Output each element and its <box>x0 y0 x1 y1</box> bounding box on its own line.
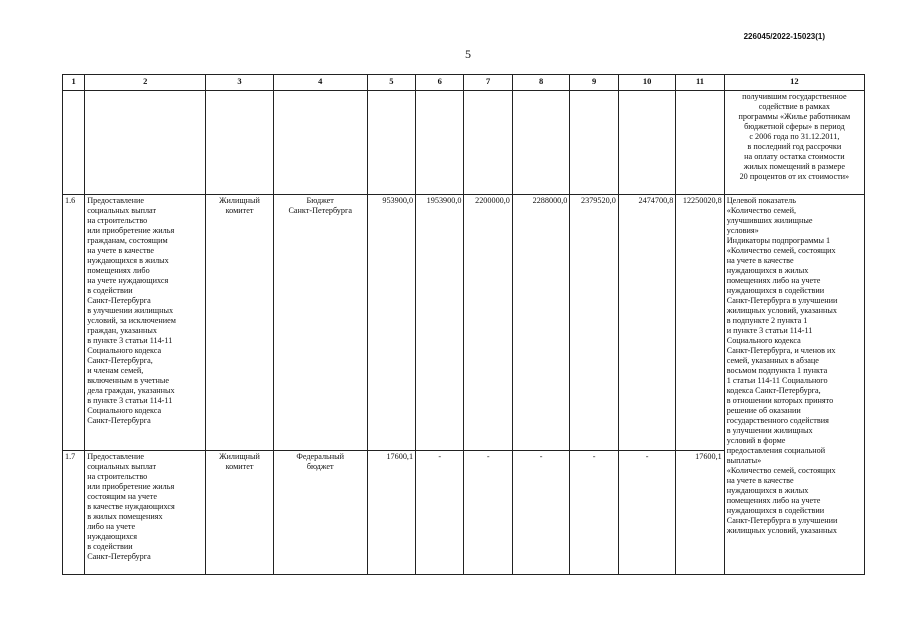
col-header-4: 4 <box>273 75 367 91</box>
value-col-6: - <box>416 451 464 575</box>
col-header-3: 3 <box>206 75 274 91</box>
continuation-indicator-text: получившим государственное содействие в рамках программы «Жилье работникам бюджетной сферы» в период с 2006 года по 31.12.2011, в последний год рассрочки на оплату остатка стоимости жилых помещений в размере 20 процентов от их стоимости» <box>724 91 864 195</box>
value-col-5: 953900,0 <box>367 195 415 451</box>
funding-source: Федеральный бюджет <box>273 451 367 575</box>
value-col-7: 2200000,0 <box>464 195 512 451</box>
value-col-11-total: 17600,1 <box>676 451 724 575</box>
row-number: 1.6 <box>63 195 85 451</box>
executor: Жилищный комитет <box>206 451 274 575</box>
col-header-6: 6 <box>416 75 464 91</box>
funding-source: Бюджет Санкт-Петербурга <box>273 195 367 451</box>
col-header-8: 8 <box>512 75 570 91</box>
program-activities-table <box>62 74 865 575</box>
value-col-10: 2474700,8 <box>618 195 676 451</box>
col-header-5: 5 <box>367 75 415 91</box>
col-header-12: 12 <box>724 75 864 91</box>
activity-name: Предоставление социальных выплат на строительство или приобретение жилья гражданам, состоящим на учете в качестве нуждающихся в жилых помещениях либо на учете нуждающихся в содействии Санкт-Петербурга в улучшении жилищных условий, за исключением граждан, указанных в пункте 3 статьи 114-11 Социального кодекса Санкт-Петербурга, и членам семей, включенным в учетные дела граждан, указанных в пункте 3 статьи 114-11 Социального кодекса Санкт-Петербурга <box>85 195 206 451</box>
value-col-11-total: 12250020,8 <box>676 195 724 451</box>
value-col-5: 17600,1 <box>367 451 415 575</box>
row-number: 1.7 <box>63 451 85 575</box>
value-col-10: - <box>618 451 676 575</box>
column-number-header-row <box>63 75 865 91</box>
col-header-1: 1 <box>63 75 85 91</box>
value-col-8: - <box>512 451 570 575</box>
col-header-9: 9 <box>570 75 618 91</box>
document-registration-number: 226045/2022-15023(1) <box>743 32 825 41</box>
page-number: 5 <box>465 47 471 61</box>
executor: Жилищный комитет <box>206 195 274 451</box>
value-col-8: 2288000,0 <box>512 195 570 451</box>
table-row-1-6 <box>63 195 865 451</box>
col-header-7: 7 <box>464 75 512 91</box>
value-col-6: 1953900,0 <box>416 195 464 451</box>
value-col-9: 2379520,0 <box>570 195 618 451</box>
table-row-continuation <box>63 91 865 195</box>
col-header-2: 2 <box>85 75 206 91</box>
value-col-7: - <box>464 451 512 575</box>
value-col-9: - <box>570 451 618 575</box>
col-header-11: 11 <box>676 75 724 91</box>
activity-name: Предоставление социальных выплат на строительство или приобретение жилья состоящим на учете в качестве нуждающихся в жилых помещениях либо на учете нуждающихся в содействии Санкт-Петербурга <box>85 451 206 575</box>
col-header-10: 10 <box>618 75 676 91</box>
target-indicators: Целевой показатель «Количество семей, улучшивших жилищные условия» Индикаторы подпрограммы 1 «Количество семей, состоящих на учете в качестве нуждающихся в жилых помещениях либо на учете нуждающихся в содействии Санкт-Петербурга в улучшении жилищных условий, указанных в подпункте 2 пункта 1 и пункте 3 статьи 114-11 Социального кодекса Санкт-Петербурга, и членов их семей, указанных в абзаце восьмом подпункта 1 пункта 1 статьи 114-11 Социального кодекса Санкт-Петербурга, в отношении которых принято решение об оказании государственного содействия в улучшении жилищных условий в форме предоставления социальной выплаты» «Количество семей, состоящих на учете в качестве нуждающихся в жилых помещениях либо на учете нуждающихся в содействии Санкт-Петербурга в улучшении жилищных условий, указанных <box>724 195 864 575</box>
